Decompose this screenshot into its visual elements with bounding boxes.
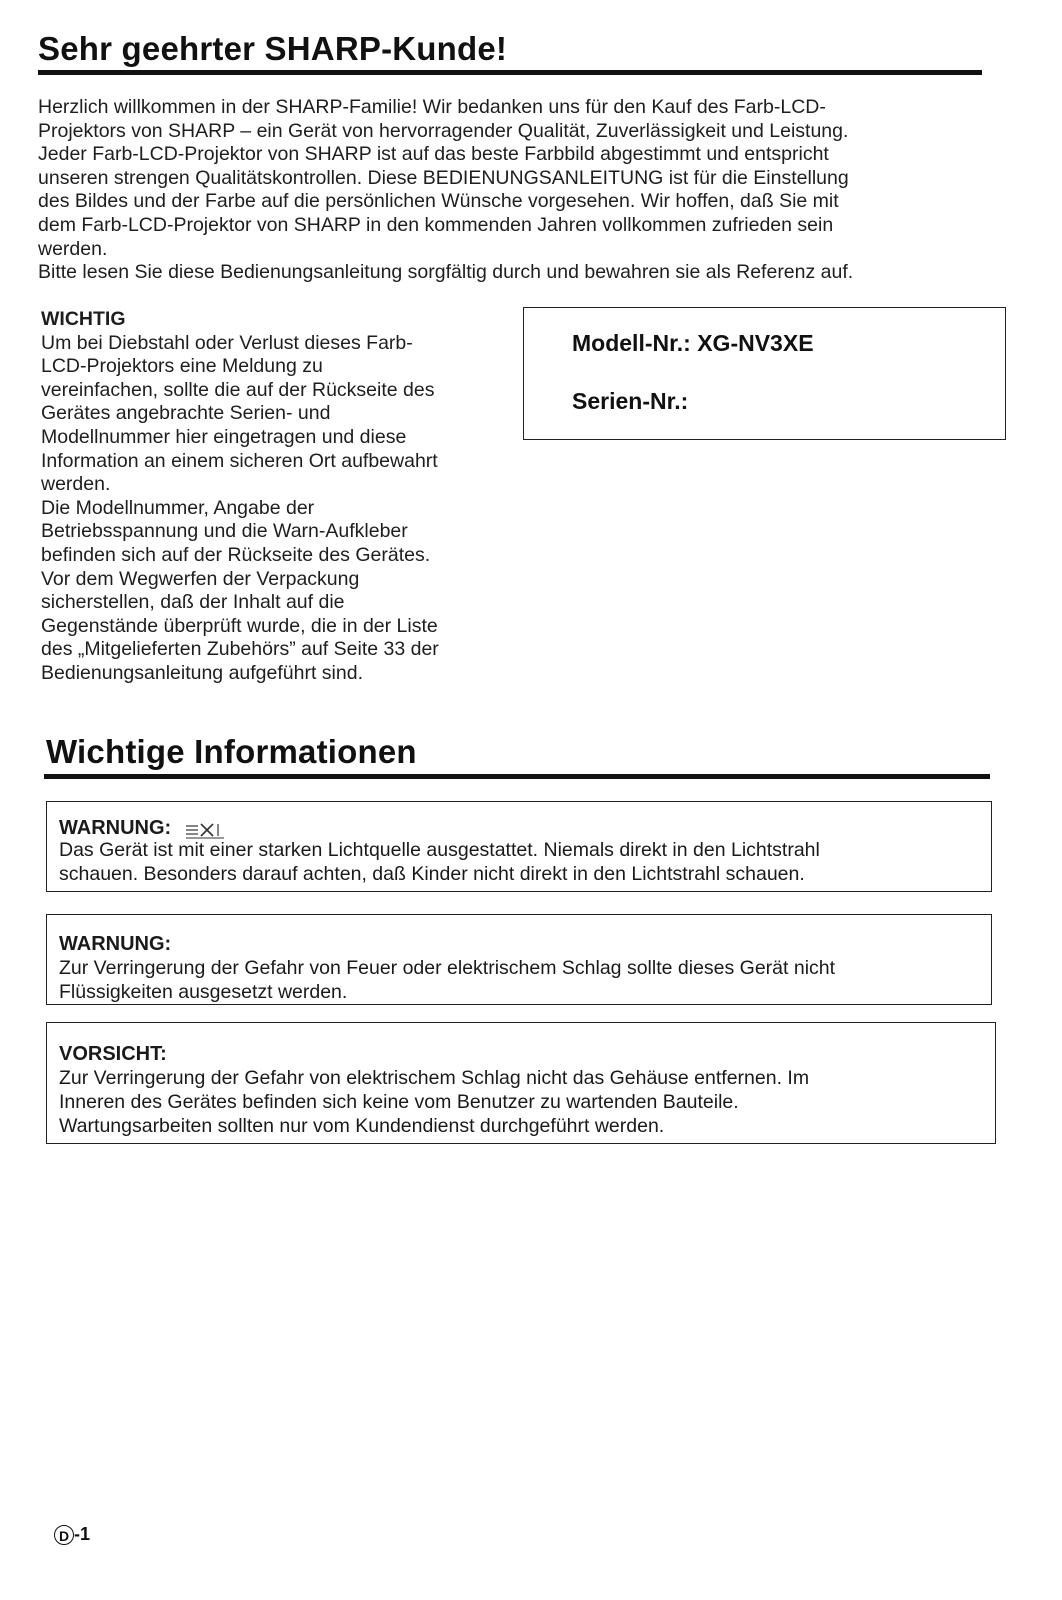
important-line: sicherstellen, daß der Inhalt auf die: [41, 591, 345, 614]
warning-line: Flüssigkeiten ausgesetzt werden.: [59, 981, 348, 1003]
important-line: Gerätes angebrachte Serien- und: [41, 402, 331, 425]
important-line: werden.: [41, 473, 111, 496]
important-line: Modellnummer hier eingetragen und diese: [41, 425, 407, 448]
important-line: Betriebsspannung und die Warn-Aufkleber: [41, 520, 408, 543]
important-line: Bedienungsanleitung aufgeführt sind.: [41, 661, 363, 684]
important-line: Die Modellnummer, Angabe der: [41, 496, 315, 519]
important-line: des „Mitgelieferten Zubehörs” auf Seite 33 der: [41, 638, 439, 661]
caution-title: VORSICHT:: [59, 1043, 167, 1065]
title-rule: [38, 70, 982, 75]
important-line: Vor dem Wegwerfen der Verpackung: [41, 567, 360, 590]
intro-paragraph: [38, 96, 998, 285]
important-line: befinden sich auf der Rückseite des Gerätes.: [41, 543, 431, 566]
section-rule: [44, 774, 990, 779]
caution-line: Wartungsarbeiten sollten nur vom Kundendienst durchgeführt werden.: [59, 1115, 665, 1137]
important-title: WICHTIG: [41, 308, 126, 330]
model-serial-box: [523, 307, 1006, 440]
warning-line: schauen. Besonders darauf achten, daß Kinder nicht direkt in den Lichtstrahl schauen.: [59, 863, 805, 885]
important-line: LCD-Projektors eine Meldung zu: [41, 355, 323, 378]
warning-line: Das Gerät ist mit einer starken Lichtquelle ausgestattet. Niemals direkt in den Lichtstrahl: [59, 839, 820, 861]
important-line: Information an einem sicheren Ort aufbewahrt: [41, 449, 438, 472]
serial-number-label: Serien-Nr.:: [572, 388, 689, 414]
important-line: Gegenstände überprüft wurde, die in der Liste: [41, 614, 438, 637]
caution-line: Inneren des Gerätes befinden sich keine vom Benutzer zu wartenden Bauteile.: [59, 1091, 739, 1113]
warning-title: WARNUNG:: [59, 933, 172, 955]
warning-title: WARNUNG:: [59, 817, 172, 839]
page-title: Sehr geehrter SHARP-Kunde!: [38, 30, 508, 67]
important-line: vereinfachen, sollte die auf der Rückseite des: [41, 378, 435, 401]
intro-line: unseren strengen Qualitätskontrollen. Diese BEDIENUNGSANLEITUNG ist für die Einstellung: [38, 166, 849, 189]
important-section: [41, 308, 511, 686]
laser-warning-icon: [184, 820, 234, 840]
caution-box: [46, 1022, 996, 1144]
warning-line: Zur Verringerung der Gefahr von Feuer oder elektrischem Schlag sollte dieses Gerät nicht: [59, 957, 836, 979]
page-number-value: -1: [74, 1524, 91, 1544]
intro-line: des Bildes und der Farbe auf die persönlichen Wünsche vorgesehen. Wir hoffen, daß Sie mit: [38, 190, 839, 213]
country-code-badge: D: [54, 1525, 74, 1545]
model-number-label: Modell-Nr.: XG-NV3XE: [572, 330, 814, 356]
intro-line: Herzlich willkommen in der SHARP-Familie! Wir bedanken uns für den Kauf des Farb-LCD-: [38, 96, 826, 118]
intro-line: Bitte lesen Sie diese Bedienungsanleitung sorgfältig durch und bewahren sie als Referenz auf.: [38, 261, 854, 284]
warning-box-light: [46, 801, 992, 892]
caution-line: Zur Verringerung der Gefahr von elektrischem Schlag nicht das Gehäuse entfernen. Im: [59, 1067, 810, 1089]
page-number: [54, 1524, 90, 1545]
important-line: Um bei Diebstahl oder Verlust dieses Farb-: [41, 331, 413, 354]
warning-box-fire: [46, 914, 992, 1005]
intro-line: Jeder Farb-LCD-Projektor von SHARP ist auf das beste Farbbild abgestimmt und entspricht: [38, 143, 829, 166]
section-heading: Wichtige Informationen: [46, 733, 417, 770]
intro-line: Projektors von SHARP – ein Gerät von hervorragender Qualität, Zuverlässigkeit und Leistung.: [38, 119, 849, 142]
intro-line: werden.: [38, 237, 108, 260]
intro-line: dem Farb-LCD-Projektor von SHARP in den kommenden Jahren vollkommen zufrieden sein: [38, 213, 834, 236]
